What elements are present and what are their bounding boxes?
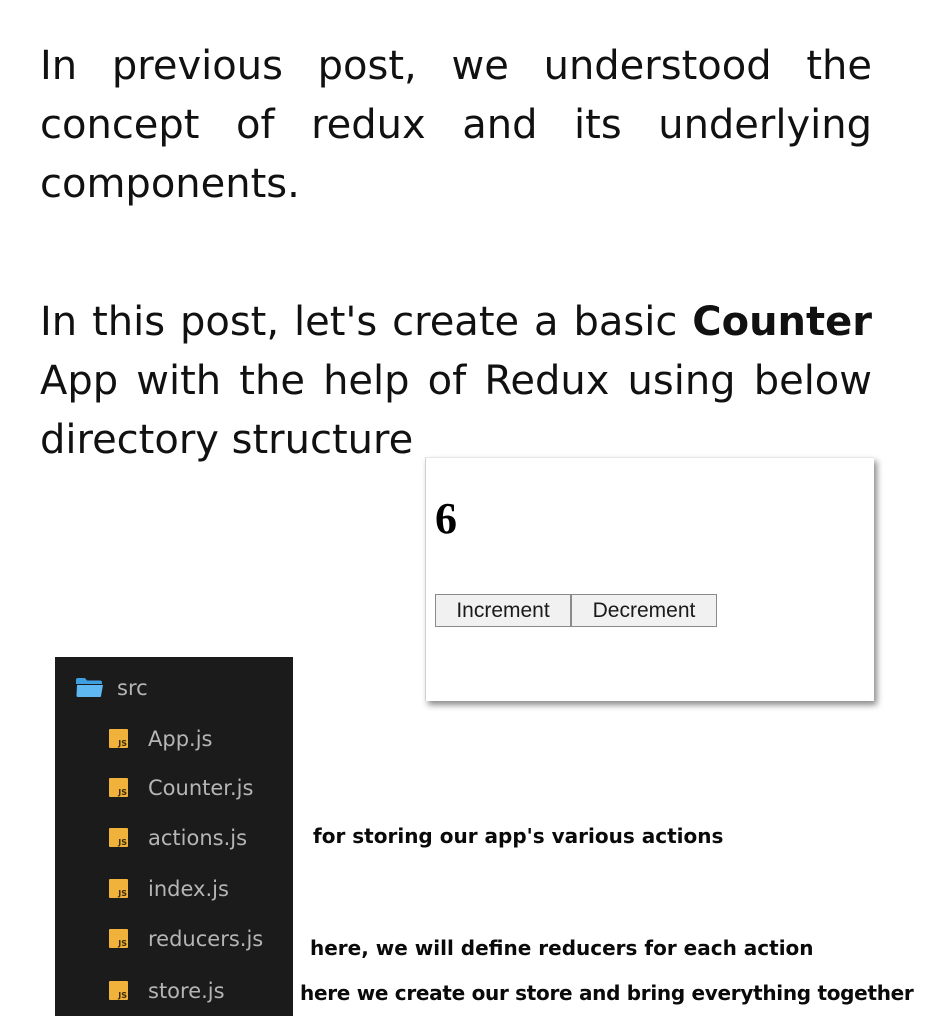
file-item[interactable] [55, 976, 293, 1006]
file-label: index.js [148, 877, 229, 901]
file-label: reducers.js [148, 927, 264, 951]
folder-src[interactable] [55, 673, 293, 703]
intro-paragraph: In previous post, we understood the concept of redux and its underlying components. [40, 43, 872, 207]
counter-value: 6 [435, 494, 457, 543]
main-bold-counter: Counter [692, 299, 872, 345]
file-item[interactable] [55, 823, 293, 853]
note-actions: for storing our app's various actions [313, 824, 724, 848]
decrement-button[interactable]: Decrement [571, 594, 717, 627]
file-label: App.js [148, 727, 213, 751]
increment-button[interactable]: Increment [435, 594, 571, 627]
file-item[interactable] [55, 773, 293, 803]
folder-label: src [117, 676, 148, 700]
file-label: store.js [148, 979, 225, 1003]
main-text-before: In this post, let's create a basic [40, 299, 693, 345]
main-paragraph [40, 293, 872, 470]
note-store: here we create our store and bring everything together [300, 981, 914, 1005]
file-label: Counter.js [148, 776, 254, 800]
file-item[interactable] [55, 874, 293, 904]
main-text-after: App with the help of Redux using below directory structure [40, 358, 872, 463]
folder-icon [75, 677, 104, 698]
js-file-icon: JS [109, 828, 128, 847]
js-file-icon: JS [109, 778, 128, 797]
counter-app-preview [425, 457, 874, 701]
js-file-icon: JS [109, 981, 128, 1000]
js-file-icon: JS [109, 929, 128, 948]
file-item[interactable] [55, 724, 293, 754]
file-label: actions.js [148, 826, 248, 850]
js-file-icon: JS [109, 879, 128, 898]
file-explorer [55, 657, 293, 1016]
js-file-icon: JS [109, 729, 128, 748]
file-item[interactable] [55, 924, 293, 954]
note-reducers: here, we will define reducers for each action [310, 936, 814, 960]
